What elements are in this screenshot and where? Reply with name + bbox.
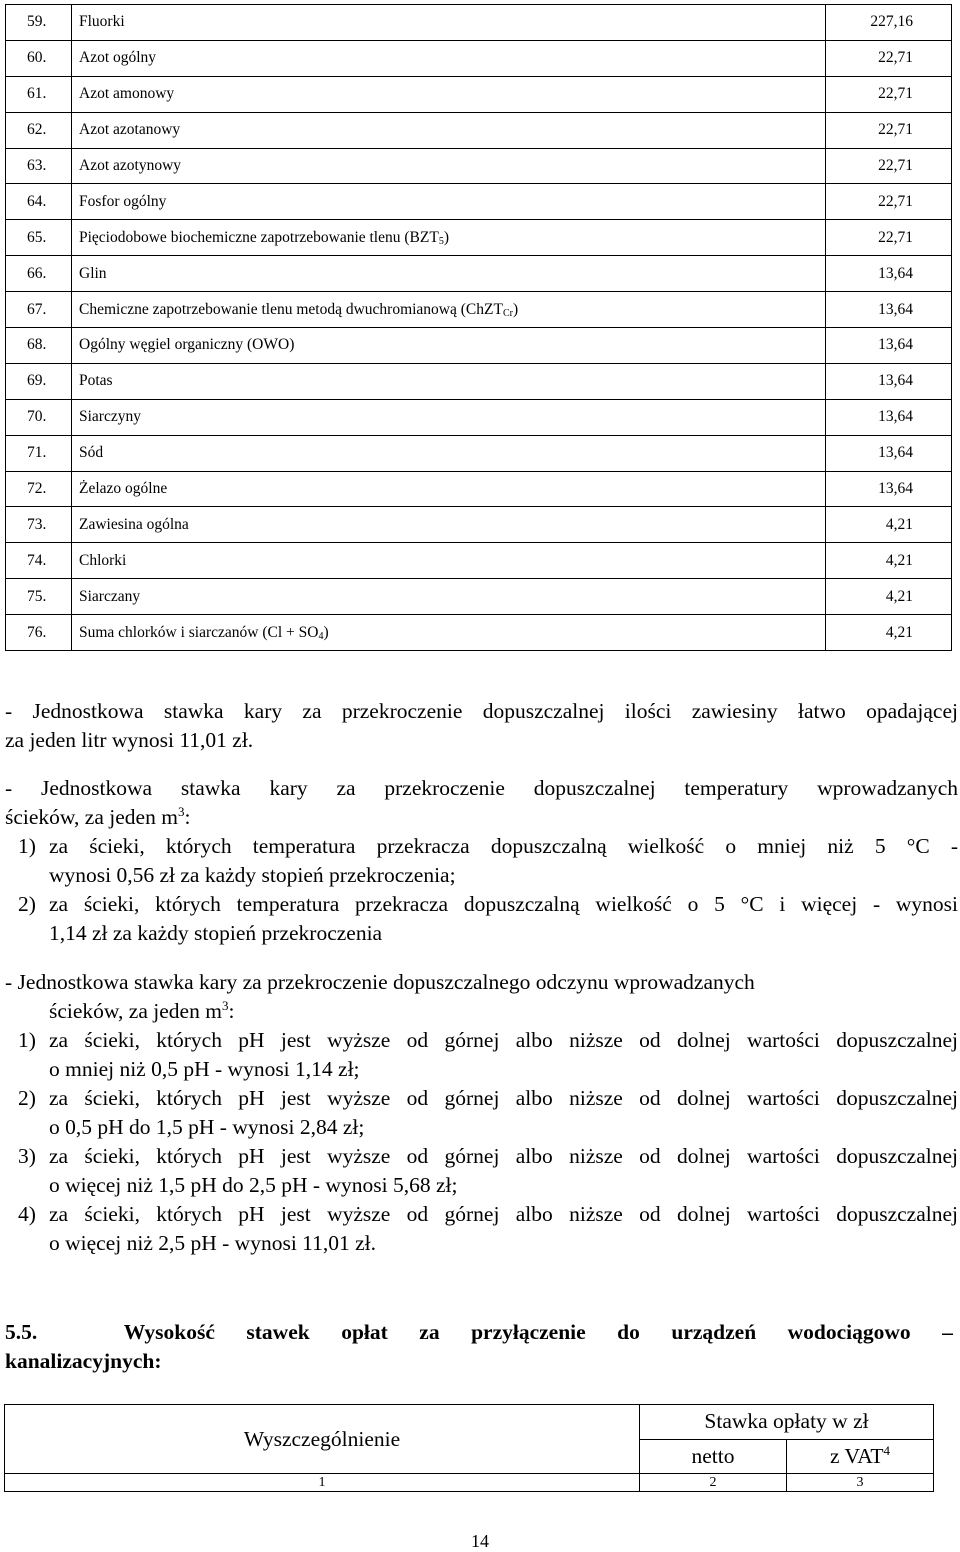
rate-value: 13,64 (826, 435, 952, 471)
col-header-description: Wyszczególnienie (5, 1405, 640, 1474)
item-number: 2) (18, 1086, 36, 1110)
paragraph-line: - Jednostkowa stawka kary za przekroczenie dopuszczalnego odczynu wprowadzanych (5, 970, 755, 994)
col-header-rate-group: Stawka opłaty w zł (640, 1405, 934, 1440)
pollutant-name: Azot azotanowy (72, 112, 826, 148)
rate-value: 22,71 (826, 76, 952, 112)
rate-value: 22,71 (826, 184, 952, 220)
section-number: 5.5. (5, 1320, 38, 1344)
row-number: 65. (6, 220, 72, 256)
row-number: 61. (6, 76, 72, 112)
list-item (5, 832, 958, 890)
item-number: 3) (18, 1144, 36, 1168)
rate-value: 4,21 (826, 615, 952, 651)
item-number: 4) (18, 1202, 36, 1226)
ph-penalty-paragraph (5, 968, 958, 1258)
row-number: 60. (6, 40, 72, 76)
heading-word: Wysokość (123, 1320, 215, 1344)
suspension-penalty-paragraph (5, 697, 958, 755)
item-text: za ścieki, których temperatura przekracza dopuszczalną wielkość o 5 °C i więcej - wynosi 1,14 zł za każdy stopień przekroczenia (49, 892, 958, 945)
row-number: 72. (6, 471, 72, 507)
heading-word: do (617, 1320, 640, 1344)
table-row (6, 5, 952, 41)
ph-items-list (5, 1026, 958, 1258)
row-number: 64. (6, 184, 72, 220)
list-item (5, 1142, 958, 1200)
paragraph-line: ścieków, za jeden $m^3$: (49, 998, 235, 1023)
item-text: za ścieki, których pH jest wyższe od górnej albo niższe od dolnej wartości dopuszczalnej o 0,5 pH do 1,5 pH - wynosi 2,84 zł; (49, 1086, 958, 1139)
rate-value: 22,71 (826, 112, 952, 148)
table-row (6, 363, 952, 399)
row-number: 71. (6, 435, 72, 471)
table-row (6, 112, 952, 148)
row-number: 67. (6, 292, 72, 328)
rate-value: 13,64 (826, 363, 952, 399)
pollutant-name: Glin (72, 256, 826, 292)
table-row (6, 543, 952, 579)
list-item (5, 1084, 958, 1142)
pollutant-name: Ogólny węgiel organiczny (OWO) (72, 328, 826, 364)
table-row (6, 615, 952, 651)
rate-value: 22,71 (826, 40, 952, 76)
row-number: 76. (6, 615, 72, 651)
rate-value: 22,71 (826, 220, 952, 256)
pollutant-name: Potas (72, 363, 826, 399)
heading-word: przyłączenie (471, 1320, 586, 1344)
section-heading-line: kanalizacyjnych: (5, 1349, 162, 1373)
rate-value: 227,16 (826, 5, 952, 41)
list-item (5, 1200, 958, 1258)
table-row (6, 328, 952, 364)
item-number: 1) (18, 1028, 36, 1052)
section-heading (5, 1318, 953, 1376)
paragraph-line: - Jednostkowa stawka kary za przekroczenie dopuszczalnej ilości zawiesiny łatwo opadającej (5, 699, 958, 723)
row-number: 66. (6, 256, 72, 292)
rate-value: 4,21 (826, 543, 952, 579)
paragraph-line: za jeden litr wynosi 11,01 zł. (5, 728, 254, 752)
connection-fee-table (4, 1404, 934, 1492)
page-number: 14 (471, 1531, 489, 1551)
item-text: za ścieki, których pH jest wyższe od górnej albo niższe od dolnej wartości dopuszczalnej o więcej niż 1,5 pH do 2,5 pH - wynosi 5,68 zł; (49, 1144, 958, 1197)
col-header-net: netto (640, 1439, 787, 1474)
pollutant-name: Siarczany (72, 579, 826, 615)
temperature-penalty-paragraph (5, 774, 958, 948)
col-number: 2 (640, 1474, 787, 1492)
row-number: 69. (6, 363, 72, 399)
pollutant-name: Chlorki (72, 543, 826, 579)
list-item (5, 1026, 958, 1084)
pollutant-name: Suma chlorków i siarczanów $(Cl + SO_4)$ (72, 615, 826, 651)
pollutant-name: Azot azotynowy (72, 148, 826, 184)
table-row (6, 507, 952, 543)
heading-word: opłat (341, 1320, 388, 1344)
rate-value: 4,21 (826, 507, 952, 543)
table-row (6, 579, 952, 615)
heading-word: – (942, 1320, 953, 1344)
col-number: 3 (787, 1474, 934, 1492)
item-number: 2) (18, 892, 36, 916)
table-row (6, 471, 952, 507)
col-number: 1 (5, 1474, 640, 1492)
heading-word: za (419, 1320, 440, 1344)
temperature-items-list (5, 832, 958, 948)
table-row (6, 256, 952, 292)
row-number: 73. (6, 507, 72, 543)
pollutant-name: Azot ogólny (72, 40, 826, 76)
rate-value: 13,64 (826, 256, 952, 292)
rate-value: 13,64 (826, 328, 952, 364)
table-row (6, 76, 952, 112)
row-number: 74. (6, 543, 72, 579)
pollutant-name: Fluorki (72, 5, 826, 41)
heading-word: wodociągowo (787, 1320, 911, 1344)
row-number: 63. (6, 148, 72, 184)
rate-value: 13,64 (826, 471, 952, 507)
col-header-gross: z VAT$^4$ (787, 1439, 934, 1474)
row-number: 59. (6, 5, 72, 41)
table-row (6, 435, 952, 471)
item-number: 1) (18, 834, 36, 858)
rate-value: 22,71 (826, 148, 952, 184)
list-item (5, 890, 958, 948)
pollutant-name: Azot amonowy (72, 76, 826, 112)
rate-value: 13,64 (826, 292, 952, 328)
row-number: 62. (6, 112, 72, 148)
pollutant-name: Żelazo ogólne (72, 471, 826, 507)
item-text: za ścieki, których pH jest wyższe od górnej albo niższe od dolnej wartości dopuszczalnej o mniej niż 0,5 pH - wynosi 1,14 zł; (49, 1028, 958, 1081)
rate-value: 13,64 (826, 399, 952, 435)
table-row (6, 399, 952, 435)
pollutant-name: Zawiesina ogólna (72, 507, 826, 543)
heading-word: stawek (246, 1320, 310, 1344)
table-row (6, 220, 952, 256)
table-row (6, 184, 952, 220)
item-text: za ścieki, których temperatura przekracza dopuszczalną wielkość o mniej niż 5 °C - wynosi 0,56 zł za każdy stopień przekroczenia; (49, 834, 958, 887)
pollutant-rates-table (5, 4, 952, 651)
rate-value: 4,21 (826, 579, 952, 615)
table-row (6, 40, 952, 76)
pollutant-name: Fosfor ogólny (72, 184, 826, 220)
table-row (6, 148, 952, 184)
paragraph-line: - Jednostkowa stawka kary za przekroczenie dopuszczalnej temperatury wprowadzanych (5, 776, 958, 800)
row-number: 68. (6, 328, 72, 364)
pollutant-name: Sód (72, 435, 826, 471)
pollutant-name: Pięciodobowe biochemiczne zapotrzebowanie tlenu $(BZT_5)$ (72, 220, 826, 256)
row-number: 75. (6, 579, 72, 615)
pollutant-name: Chemiczne zapotrzebowanie tlenu metodą dwuchromianową (ChZT$_{Cr}$) (72, 292, 826, 328)
heading-word: urządzeń (671, 1320, 757, 1344)
paragraph-line: ścieków, za jeden $m^3$: (5, 804, 191, 829)
table-row (6, 292, 952, 328)
row-number: 70. (6, 399, 72, 435)
section-heading-line (5, 1318, 953, 1347)
pollutant-name: Siarczyny (72, 399, 826, 435)
item-text: za ścieki, których pH jest wyższe od górnej albo niższe od dolnej wartości dopuszczalnej o więcej niż 2,5 pH - wynosi 11,01 zł. (49, 1202, 958, 1255)
